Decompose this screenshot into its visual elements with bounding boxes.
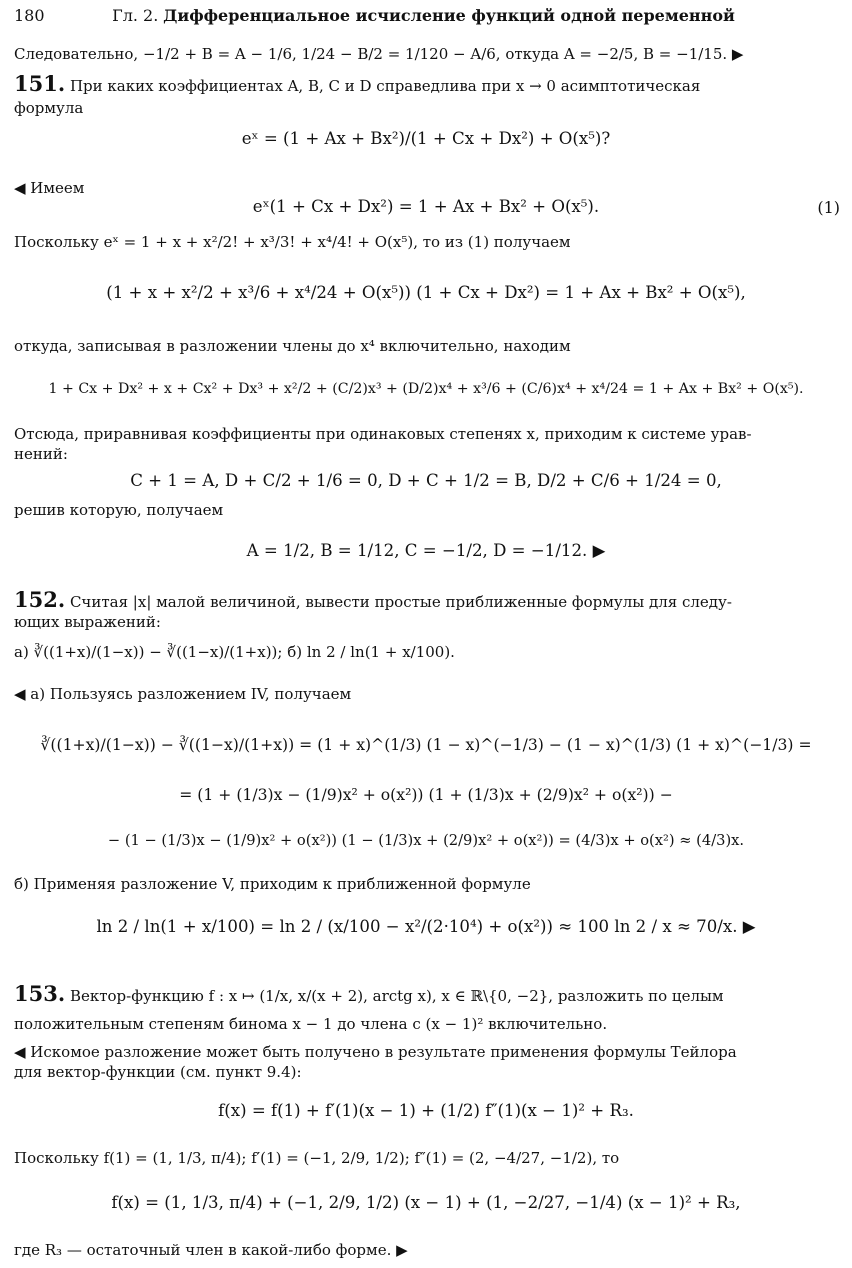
solution-start: ◀ Имеем	[14, 179, 85, 197]
display-formula: = (1 + (1/3)x − (1/9)x² + o(x²)) (1 + (1/3)x + (2/9)x² + o(x²)) −	[179, 786, 673, 804]
problem-number: 152.	[14, 587, 66, 612]
text-line: б) Применяя разложение V, приходим к приближенной формуле	[14, 875, 531, 893]
text-line: Отсюда, приравнивая коэффициенты при одинаковых степенях x, приходим к системе урав-	[14, 425, 752, 443]
display-formula: eˣ = (1 + Ax + Bx²)/(1 + Cx + Dx²) + O(x⁵)?	[241, 129, 611, 148]
text-line: формула	[14, 99, 84, 117]
display-formula: 1 + Cx + Dx² + x + Cx² + Dx³ + x²/2 + (C/2)x³ + (D/2)x⁴ + x³/6 + (C/6)x⁴ + x⁴/24 = 1 + Ax + Bx² + O(x⁵).	[48, 381, 804, 397]
display-formula: − (1 − (1/3)x − (1/9)x² + o(x²)) (1 − (1/3)x + (2/9)x² + o(x²)) = (4/3)x + o(x²) ≈ (4/3)x.	[107, 832, 745, 849]
text-line: нений:	[14, 445, 68, 463]
display-formula: C + 1 = A, D + C/2 + 1/6 = 0, D + C + 1/2 = B, D/2 + C/6 + 1/24 = 0,	[130, 471, 722, 490]
solution-start: ◀ а) Пользуясь разложением IV, получаем	[14, 685, 352, 703]
problem-152-statement	[14, 587, 732, 612]
display-formula: (1 + x + x²/2 + x³/6 + x⁴/24 + O(x⁵)) (1 + Cx + Dx²) = 1 + Ax + Bx² + O(x⁵),	[106, 283, 746, 302]
page-number: 180	[14, 6, 45, 25]
problem-number: 153.	[14, 981, 66, 1006]
problem-153-statement	[14, 981, 724, 1006]
display-formula: ln 2 / ln(1 + x/100) = ln 2 / (x/100 − x²/(2·10⁴) + o(x²)) ≈ 100 ln 2 / x ≈ 70/x. ▶	[96, 917, 756, 936]
text-line: где R₃ — остаточный член в какой-либо форме. ▶	[14, 1241, 408, 1259]
text-run: При каких коэффициентах A, B, C и D справедлива при x → 0 асимптотическая	[69, 77, 701, 95]
text-line: а) ∛((1+x)/(1−x)) − ∛((1−x)/(1+x)); б) ln 2 / ln(1 + x/100).	[14, 643, 455, 661]
display-formula: A = 1/2, B = 1/12, C = −1/2, D = −1/12. ▶	[246, 541, 606, 560]
display-formula: f(x) = (1, 1/3, π/4) + (−1, 2/9, 1/2) (x − 1) + (1, −2/27, −1/4) (x − 1)² + R₃,	[111, 1193, 741, 1212]
text-line: Поскольку eˣ = 1 + x + x²/2! + x³/3! + x⁴/4! + O(x⁵), то из (1) получаем	[14, 233, 571, 251]
display-formula: eˣ(1 + Cx + Dx²) = 1 + Ax + Bx² + O(x⁵).	[252, 197, 600, 216]
text-line: решив которую, получаем	[14, 501, 224, 519]
running-header	[14, 6, 735, 26]
text-line: откуда, записывая в разложении члены до x⁴ включительно, находим	[14, 337, 571, 355]
display-formula: f(x) = f(1) + f′(1)(x − 1) + (1/2) f″(1)(x − 1)² + R₃.	[218, 1101, 634, 1120]
text-line: Следовательно, −1/2 + B = A − 1/6, 1/24 − B/2 = 1/120 − A/6, откуда A = −2/5, B = −1/15. ▶	[14, 45, 744, 63]
chapter-label: Гл. 2.	[112, 6, 159, 25]
text-line: ющих выражений:	[14, 613, 161, 631]
text-line: для вектор-функции (см. пункт 9.4):	[14, 1063, 302, 1081]
display-formula: ∛((1+x)/(1−x)) − ∛((1−x)/(1+x)) = (1 + x)^(1/3) (1 − x)^(−1/3) − (1 − x)^(1/3) (1 + x)^(−1/3) =	[40, 736, 812, 754]
text-run: Считая |x| малой величиной, вывести простые приближенные формулы для следу-	[69, 593, 732, 611]
text-line: положительным степеням бинома x − 1 до члена с (x − 1)² включительно.	[14, 1015, 608, 1033]
solution-start: ◀ Искомое разложение может быть получено в результате применения формулы Тейлора	[14, 1043, 737, 1061]
chapter-title: Дифференциальное исчисление функций одной переменной	[163, 6, 735, 25]
problem-151-statement	[14, 71, 701, 96]
problem-number: 151.	[14, 71, 66, 96]
equation-number: (1)	[817, 198, 840, 217]
text-line: Поскольку f(1) = (1, 1/3, π/4); f′(1) = (−1, 2/9, 1/2); f″(1) = (2, −4/27, −1/2), то	[14, 1149, 620, 1167]
text-run: Вектор-функцию f : x ↦ (1/x, x/(x + 2), arctg x), x ∈ ℝ\{0, −2}, разложить по целым	[69, 987, 724, 1005]
